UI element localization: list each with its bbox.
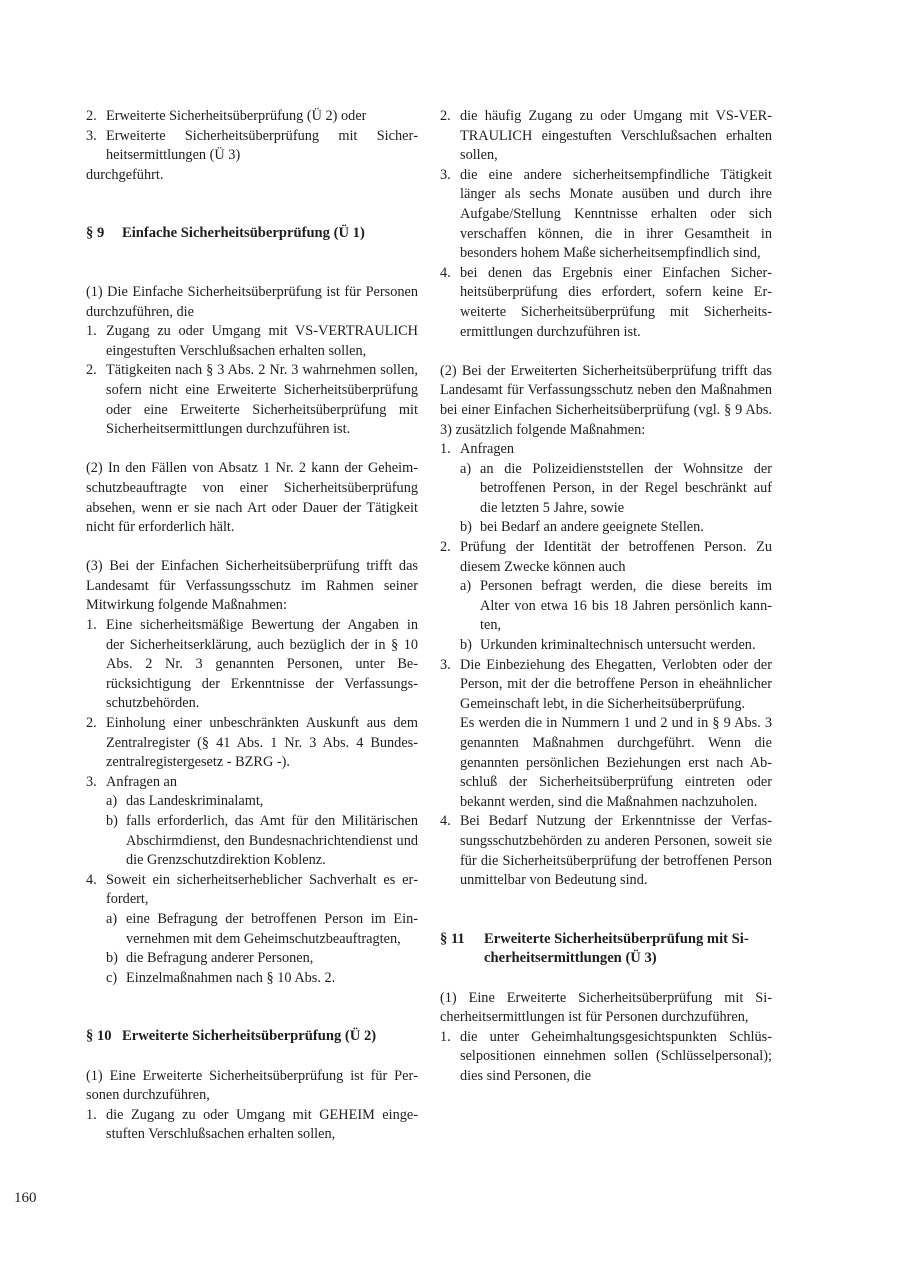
list-item: 2. Einholung einer unbeschränkten Auskunft aus dem Zentralregister (§ 41 Abs. 1 Nr. 3 Abs. 4 Bundeszentralregistergesetz - BZRG -). (86, 715, 418, 771)
list-item: 2. Erweiterte Sicherheitsüberprüfung (Ü 2) oder (86, 108, 367, 124)
section-9-paragraph-1: (1) Die Einfache Sicherheitsüberprüfung ist für Personen durchzuführen, die (86, 283, 418, 320)
list-item: 1. die unter Geheimhaltungsgesichtspunkten Schlüsselpositionen einnehmen sollen (Schlüsselpersonal); dies sind Personen, die (440, 1028, 772, 1084)
list-item: 3. Anfragen an (86, 773, 178, 790)
list-item: 1. Anfragen (440, 441, 514, 458)
sub-list-item: b) Urkunden kriminaltechnisch untersucht werden. (460, 637, 756, 654)
list-item: 2. die häufig Zugang zu oder Umgang mit VS-VERTRAULICH eingestuften Verschlußsachen erhalten sollen, (440, 108, 772, 164)
section-9-heading: § 9 Einfache Sicherheitsüberprüfung (Ü 1) (86, 225, 365, 242)
sub-list-item: a) das Landeskriminalamt, (106, 793, 264, 810)
list-item: 1. Eine sicherheitsmäßige Bewertung der Angaben in der Sicherheitserklärung, auch bezüglich der in § 10 Abs. 2 Nr. 3 genannten Personen, unter Berücksichtigung der Erkenntnisse der Verfassungsschutzbehörden. (86, 617, 418, 712)
section-9-paragraph-2: (2) In den Fällen von Absatz 1 Nr. 2 kann der Geheimschutzbeauftragte von einer Sicherheitsüberprüfung absehen, wenn er sie nach Art oder Dauer der Tätigkeit nicht für erforderlich hält. (86, 460, 418, 536)
list-item: 1. Zugang zu oder Umgang mit VS-VERTRAULICH eingestuften Verschlußsachen erhalten sollen, (86, 323, 418, 359)
list-item: 1. die Zugang zu oder Umgang mit GEHEIM eingestuften Verschlußsachen erhalten sollen, (86, 1106, 418, 1143)
sub-list-item: a) eine Befragung der betroffenen Person im Einvernehmen mit dem Geheimschutzbeauftragten, (106, 910, 418, 947)
section-10-paragraph-1: (1) Eine Erweiterte Sicherheitsüberprüfung ist für Personen durchzuführen, (86, 1067, 418, 1104)
sub-list-item: b) die Befragung anderer Personen, (106, 950, 314, 967)
list-item: 4. Soweit ein sicherheitserheblicher Sachverhalt es erfordert, (86, 871, 418, 908)
list-item: 4. bei denen das Ergebnis einer Einfachen Sicherheitsüberprüfung dies erfordert, sofern keine Erweiterte Sicherheitsüberprüfung mit Sicherheitsermittlungen durchzuführen ist. (440, 264, 772, 340)
list-item: 2. Tätigkeiten nach § 3 Abs. 2 Nr. 3 wahrnehmen sollen, sofern nicht eine Erweiterte Sicherheitsüberprüfung oder eine Erweiterte Sicherheitsüberprüfung mit Sicherheitsermittlungen durchzuführen ist. (86, 362, 418, 438)
sub-list-item: b) falls erforderlich, das Amt für den Militärischen Abschirmdienst, den Bundesnachrichtendienst und die Grenzschutzdirektion Koblenz. (106, 813, 418, 869)
list-item: 3. Erweiterte Sicherheitsüberprüfung mit Sicherheitsermittlungen (Ü 3) (86, 127, 418, 164)
section-11-heading: § 11 Erweiterte Sicherheitsüberprüfung mit Sicherheitsermittlungen (Ü 3) (440, 930, 749, 967)
sub-list-item: a) an die Polizeidienststellen der Wohnsitze der betroffenen Person, in der Regel beschränkt auf die letzten 5 Jahre, sowie (460, 460, 772, 516)
right-column (440, 107, 772, 1087)
list-item: 2. Prüfung der Identität der betroffenen Person. Zu diesem Zwecke können auch (440, 539, 772, 575)
sub-list-item: a) Personen befragt werden, die diese bereits im Alter von etwa 16 bis 18 Jahren persönlich kannten, (460, 578, 772, 634)
list-item-continuation: Es werden die in Nummern 1 und 2 und in § 9 Abs. 3 genannten Maßnahmen durchgeführt. Wenn die genannten persönlichen Beziehungen erst nach Abschluß der Sicherheitsüberprüfung eintreten oder bekannt werden, sind die Maßnahmen nachzuholen. (460, 715, 772, 810)
section-11-paragraph-1: (1) Eine Erweiterte Sicherheitsüberprüfung mit Sicherheitsermittlungen ist für Personen durchzuführen, (440, 989, 772, 1026)
list-item: 3. die eine andere sicherheitsempfindliche Tätigkeit länger als sechs Monate ausüben und durch ihre Aufgabe/Stellung Kenntnisse erhalten oder sich verschaffen können, die in ihrer Gesamtheit in besonders hohem Maße sicherheitsempfindlich sind, (440, 166, 772, 262)
section-9-paragraph-3: (3) Bei der Einfachen Sicherheitsüberprüfung trifft das Landesamt für Verfassungsschutz im Rahmen seiner Mitwirkung folgende Maßnahmen: (86, 558, 418, 614)
section-10-paragraph-2: (2) Bei der Erweiterten Sicherheitsüberprüfung trifft das Landesamt für Verfassungsschutz neben den Maßnahmen bei einer Einfachen Sicherheitsüberprüfung (vgl. § 9 Abs. 3) zusätzlich folgende Maßnahmen: (440, 362, 772, 438)
sub-list-item: c) Einzelmaßnahmen nach § 10 Abs. 2. (106, 969, 336, 986)
paragraph: durchgeführt. (86, 166, 164, 183)
section-10-heading: § 10 Erweiterte Sicherheitsüberprüfung (Ü 2) (86, 1028, 377, 1045)
sub-list-item: b) bei Bedarf an andere geeignete Stellen. (460, 519, 704, 536)
list-item: 3. Die Einbeziehung des Ehegatten, Verlobten oder der Person, mit der die betroffene Person in eheähnlicher Gemeinschaft lebt, in die Sicherheitsüberprüfung. (440, 656, 772, 712)
list-item: 4. Bei Bedarf Nutzung der Erkenntnisse der Verfassungsschutzbehörden zu anderen Personen, soweit sie für die Sicherheitsüberprüfung der betroffenen Person unmittelbar von Bedeutung sind. (440, 813, 772, 889)
left-column (86, 107, 418, 1145)
page-number: 160 (14, 1190, 37, 1206)
